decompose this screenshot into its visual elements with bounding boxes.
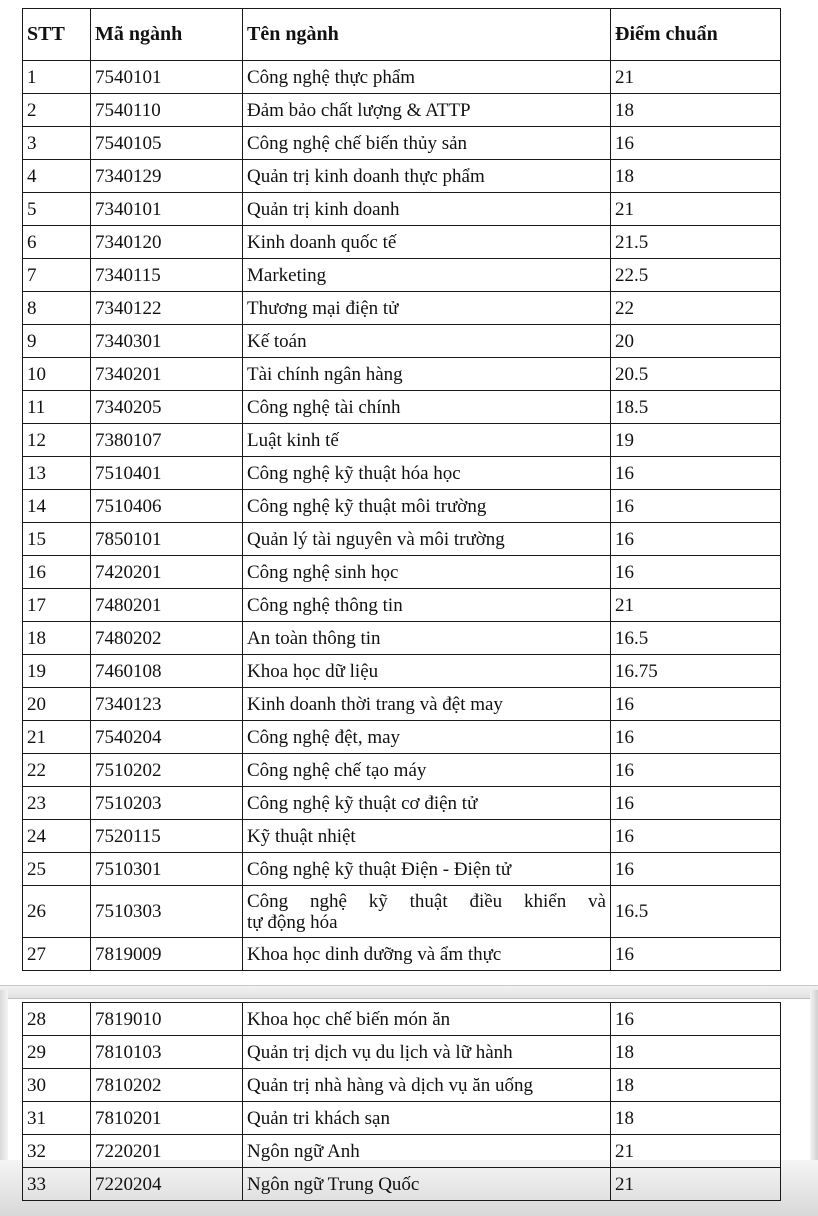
table-row — [23, 457, 781, 490]
cell-major-code: 7540110 — [91, 94, 243, 127]
cell-cutoff-score: 16 — [611, 457, 781, 490]
cell-major-code: 7810103 — [91, 1036, 243, 1069]
cell-stt: 22 — [23, 754, 91, 787]
cell-cutoff-score: 18 — [611, 94, 781, 127]
cell-stt: 1 — [23, 61, 91, 94]
table-row — [23, 688, 781, 721]
cell-stt: 30 — [23, 1069, 91, 1102]
cell-cutoff-score: 22 — [611, 292, 781, 325]
cell-major-name: Công nghệ kỹ thuật Điện - Điện tử — [243, 853, 611, 886]
table-row — [23, 1003, 781, 1036]
cell-major-name: Đảm bảo chất lượng & ATTP — [243, 94, 611, 127]
table-row — [23, 622, 781, 655]
table-row — [23, 358, 781, 391]
cell-stt: 17 — [23, 589, 91, 622]
cell-major-name: Kinh doanh quốc tế — [243, 226, 611, 259]
cell-major-code: 7520115 — [91, 820, 243, 853]
cell-stt: 19 — [23, 655, 91, 688]
cell-cutoff-score: 16 — [611, 127, 781, 160]
cell-major-code: 7510401 — [91, 457, 243, 490]
table-row — [23, 820, 781, 853]
cell-stt: 5 — [23, 193, 91, 226]
table-row — [23, 424, 781, 457]
cell-major-code: 7819010 — [91, 1003, 243, 1036]
cell-major-name: Ngôn ngữ Anh — [243, 1135, 611, 1168]
cell-major-code: 7510303 — [91, 886, 243, 938]
cell-major-code: 7340101 — [91, 193, 243, 226]
cell-cutoff-score: 21 — [611, 589, 781, 622]
score-table-page-1 — [22, 8, 781, 971]
cell-major-name: Kỹ thuật nhiệt — [243, 820, 611, 853]
cell-major-code: 7220201 — [91, 1135, 243, 1168]
cell-major-code: 7340205 — [91, 391, 243, 424]
cell-cutoff-score: 18 — [611, 1036, 781, 1069]
table-row — [23, 556, 781, 589]
cell-cutoff-score: 16 — [611, 1003, 781, 1036]
cell-stt: 23 — [23, 787, 91, 820]
table-body-page-1 — [23, 61, 781, 971]
cell-stt: 28 — [23, 1003, 91, 1036]
cell-major-code: 7480202 — [91, 622, 243, 655]
table-row — [23, 160, 781, 193]
cell-stt: 31 — [23, 1102, 91, 1135]
score-table-page-2 — [22, 1002, 781, 1201]
cell-cutoff-score: 16 — [611, 490, 781, 523]
table-row — [23, 853, 781, 886]
cell-major-code: 7510203 — [91, 787, 243, 820]
cell-major-code: 7510202 — [91, 754, 243, 787]
cell-cutoff-score: 16.5 — [611, 622, 781, 655]
table-row — [23, 589, 781, 622]
cell-major-name: Luật kinh tế — [243, 424, 611, 457]
cell-cutoff-score: 19 — [611, 424, 781, 457]
cell-major-name: Quản trị kinh doanh thực phẩm — [243, 160, 611, 193]
cell-major-name: Công nghệ chế biến thủy sản — [243, 127, 611, 160]
cell-major-code: 7460108 — [91, 655, 243, 688]
cell-major-name: Marketing — [243, 259, 611, 292]
cell-major-name: Quản lý tài nguyên và môi trường — [243, 523, 611, 556]
cell-stt: 8 — [23, 292, 91, 325]
cell-major-name: Kế toán — [243, 325, 611, 358]
cell-stt: 2 — [23, 94, 91, 127]
cell-major-code: 7340120 — [91, 226, 243, 259]
cell-cutoff-score: 21 — [611, 61, 781, 94]
cell-cutoff-score: 16.5 — [611, 886, 781, 938]
cell-stt: 20 — [23, 688, 91, 721]
cell-cutoff-score: 16 — [611, 556, 781, 589]
cell-major-code: 7340115 — [91, 259, 243, 292]
cell-cutoff-score: 18 — [611, 160, 781, 193]
cell-cutoff-score: 16 — [611, 853, 781, 886]
cell-major-code: 7850101 — [91, 523, 243, 556]
cell-stt: 9 — [23, 325, 91, 358]
cell-cutoff-score: 16 — [611, 938, 781, 971]
cell-major-name: Công nghệ tài chính — [243, 391, 611, 424]
cell-major-name: Công nghệ chế tạo máy — [243, 754, 611, 787]
cell-major-code: 7340123 — [91, 688, 243, 721]
header-cutoff-score: Điểm chuẩn — [611, 9, 781, 61]
table-row — [23, 1135, 781, 1168]
cell-stt: 11 — [23, 391, 91, 424]
cell-cutoff-score: 16 — [611, 787, 781, 820]
cell-cutoff-score: 21.5 — [611, 226, 781, 259]
cell-major-code: 7810201 — [91, 1102, 243, 1135]
cell-stt: 3 — [23, 127, 91, 160]
cell-major-name: An toàn thông tin — [243, 622, 611, 655]
table-row — [23, 721, 781, 754]
cell-stt: 14 — [23, 490, 91, 523]
table-row — [23, 490, 781, 523]
cell-stt: 4 — [23, 160, 91, 193]
cell-cutoff-score: 16 — [611, 688, 781, 721]
cell-major-code: 7540105 — [91, 127, 243, 160]
cell-stt: 16 — [23, 556, 91, 589]
cell-major-code: 7540101 — [91, 61, 243, 94]
cell-major-code: 7340201 — [91, 358, 243, 391]
cell-major-name: Công nghệ đệt, may — [243, 721, 611, 754]
cell-major-code: 7810202 — [91, 1069, 243, 1102]
cell-cutoff-score: 22.5 — [611, 259, 781, 292]
cell-major-name: Thương mại điện tử — [243, 292, 611, 325]
cell-major-name: Quản tri khách sạn — [243, 1102, 611, 1135]
header-major-name: Tên ngành — [243, 9, 611, 61]
cell-major-name: Công nghệ sinh học — [243, 556, 611, 589]
cell-major-name: Quản trị kinh doanh — [243, 193, 611, 226]
cell-cutoff-score: 16.75 — [611, 655, 781, 688]
table-row — [23, 325, 781, 358]
cell-stt: 21 — [23, 721, 91, 754]
table-row — [23, 1036, 781, 1069]
cell-stt: 13 — [23, 457, 91, 490]
cell-major-code: 7220204 — [91, 1168, 243, 1201]
cell-stt: 15 — [23, 523, 91, 556]
table-row — [23, 754, 781, 787]
table-row — [23, 292, 781, 325]
cell-cutoff-score: 16 — [611, 523, 781, 556]
cell-major-name: Quản trị nhà hàng và dịch vụ ăn uống — [243, 1069, 611, 1102]
cell-cutoff-score: 20 — [611, 325, 781, 358]
page-break — [0, 985, 818, 999]
cell-major-name: Ngôn ngữ Trung Quốc — [243, 1168, 611, 1201]
cell-stt: 18 — [23, 622, 91, 655]
cell-stt: 7 — [23, 259, 91, 292]
cell-cutoff-score: 18 — [611, 1102, 781, 1135]
cell-cutoff-score: 16 — [611, 820, 781, 853]
cell-cutoff-score: 16 — [611, 754, 781, 787]
cell-stt: 25 — [23, 853, 91, 886]
table-row — [23, 787, 781, 820]
cell-major-name: Công nghệ kỹ thuật hóa học — [243, 457, 611, 490]
table-row — [23, 61, 781, 94]
table-row — [23, 886, 781, 938]
header-major-code: Mã ngành — [91, 9, 243, 61]
table-row — [23, 193, 781, 226]
cell-major-code: 7420201 — [91, 556, 243, 589]
cell-cutoff-score: 16 — [611, 721, 781, 754]
cell-stt: 10 — [23, 358, 91, 391]
cell-major-name: Quản trị dịch vụ du lịch và lữ hành — [243, 1036, 611, 1069]
cell-major-code: 7510301 — [91, 853, 243, 886]
cell-stt: 12 — [23, 424, 91, 457]
table-row — [23, 127, 781, 160]
header-stt: STT — [23, 9, 91, 61]
cell-stt: 33 — [23, 1168, 91, 1201]
table-row — [23, 938, 781, 971]
cell-major-code: 7819009 — [91, 938, 243, 971]
cell-major-code: 7510406 — [91, 490, 243, 523]
cell-major-name: Công nghệ thực phẩm — [243, 61, 611, 94]
cell-stt: 29 — [23, 1036, 91, 1069]
cell-major-name: Công nghệ thông tin — [243, 589, 611, 622]
cell-cutoff-score: 20.5 — [611, 358, 781, 391]
cell-major-name: Khoa học chế biến món ăn — [243, 1003, 611, 1036]
table-header-row — [23, 9, 781, 61]
cell-major-name: Tài chính ngân hàng — [243, 358, 611, 391]
cell-major-name: Khoa học dinh dưỡng và ẩm thực — [243, 938, 611, 971]
table-row — [23, 1168, 781, 1201]
table-row — [23, 259, 781, 292]
cell-stt: 26 — [23, 886, 91, 938]
cell-major-code: 7480201 — [91, 589, 243, 622]
cell-major-code: 7340301 — [91, 325, 243, 358]
cell-stt: 24 — [23, 820, 91, 853]
cell-major-code: 7340129 — [91, 160, 243, 193]
cell-stt: 27 — [23, 938, 91, 971]
cell-major-name — [243, 886, 611, 938]
table-row — [23, 655, 781, 688]
table-row — [23, 523, 781, 556]
cell-major-name-line-2: tự động hóa — [247, 911, 338, 933]
cell-stt: 32 — [23, 1135, 91, 1168]
table-row — [23, 226, 781, 259]
table-row — [23, 1069, 781, 1102]
cell-major-name: Kinh doanh thời trang và đệt may — [243, 688, 611, 721]
cell-major-name: Khoa học dữ liệu — [243, 655, 611, 688]
cell-major-name-line-1: Công nghệ kỹ thuật điều khiển và — [247, 890, 606, 912]
cell-cutoff-score: 21 — [611, 1135, 781, 1168]
cell-cutoff-score: 18 — [611, 1069, 781, 1102]
table-row — [23, 1102, 781, 1135]
table-row — [23, 94, 781, 127]
table-row — [23, 391, 781, 424]
cell-major-name: Công nghệ kỹ thuật cơ điện tử — [243, 787, 611, 820]
cell-cutoff-score: 18.5 — [611, 391, 781, 424]
cell-stt: 6 — [23, 226, 91, 259]
cell-major-code: 7380107 — [91, 424, 243, 457]
cell-cutoff-score: 21 — [611, 1168, 781, 1201]
cell-cutoff-score: 21 — [611, 193, 781, 226]
cell-major-code: 7340122 — [91, 292, 243, 325]
table-body-page-2 — [23, 1003, 781, 1201]
cell-major-name: Công nghệ kỹ thuật môi trường — [243, 490, 611, 523]
cell-major-code: 7540204 — [91, 721, 243, 754]
